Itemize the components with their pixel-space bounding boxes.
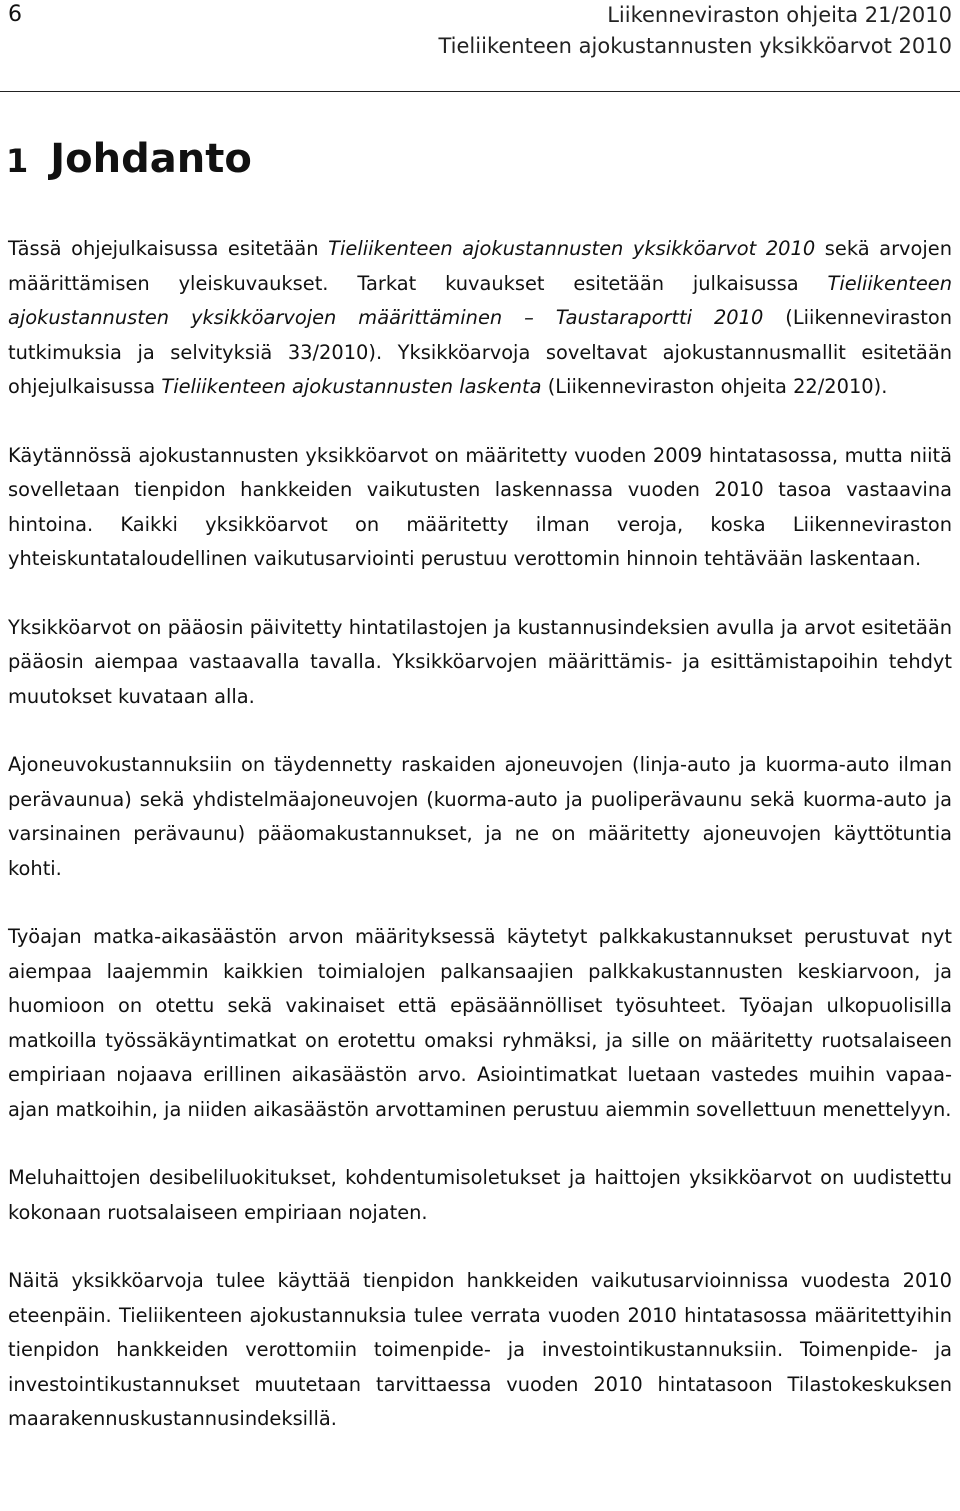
publication-title: Tieliikenteen ajokustannusten laskenta bbox=[161, 375, 542, 398]
publication-series: Liikenneviraston ohjeita 21/2010 bbox=[607, 3, 952, 27]
paragraph-time-savings: Työajan matka-aikasäästön arvon määrityksessä käytetyt palkkakustannukset perustuvat nyt aiempaa laajemmin kaikkien toimialojen palkansaajien palkkakustannusten keskiarvoon, ja huomioon on otettu sekä vakinaiset että epäsäännölliset työsuhteet. Työajan ulkopuolisilla matkoilla työssäkäyntimatkat on erotettu omaksi ryhmäksi, ja sille on määritetty ruotsalaiseen empiriaan nojaava erillinen aikasäästön arvo. Asiointimatkat luetaan vastedes muihin vapaa-ajan matkoihin, ja niiden aikasäästön arvottaminen perustuu aiemmin sovellettuun menettelyyn. bbox=[8, 925, 952, 1121]
text-run: (Liikenneviraston ohjeita 22/2010). bbox=[541, 375, 888, 398]
paragraph-vehicle-costs: Ajoneuvokustannuksiin on täydennetty raskaiden ajoneuvojen (linja-auto ja kuorma-auto ilman perävaunua) sekä yhdistelmäajoneuvojen (kuorma-auto ja puoliperävaunu sekä kuorma-auto ja varsinainen perävaunu) pääomakustannukset, ja ne on määritetty ajoneuvojen käyttötuntia kohti. bbox=[8, 753, 952, 880]
paragraph-intro bbox=[8, 232, 952, 405]
chapter-heading bbox=[6, 130, 252, 190]
paragraph-price-level: Käytännössä ajokustannusten yksikköarvot on määritetty vuoden 2009 hintatasossa, mutta niitä sovelletaan tienpidon hankkeiden vaikutusten laskennassa vuoden 2010 tasoa vastaavina hintoina. Kaikki yksikköarvot on määritetty ilman veroja, koska Liikenneviraston yhteiskuntataloudellinen vaikutusarviointi perustuu verottomin hinnoin tehtävään laskentaan. bbox=[8, 443, 952, 570]
page-number: 6 bbox=[8, 2, 22, 27]
paragraph-noise: Meluhaittojen desibeliluokitukset, kohdentumisoletukset ja haittojen yksikköarvot on uudistettu kokonaan ruotsalaiseen empiriaan nojaten. bbox=[8, 1166, 952, 1224]
body-text bbox=[8, 232, 952, 1471]
text-run: sekä arvojen määrittämisen yleiskuvaukset. Tarkat kuvaukset esitetään julkaisussa bbox=[8, 237, 952, 295]
chapter-title: Johdanto bbox=[50, 136, 252, 182]
publication-title: Tieliikenteen ajokustannusten yksikköarvojen määrittäminen – Taustaraportti 2010 bbox=[8, 271, 952, 329]
text-run: (Liikenneviraston tutkimuksia ja selvityksiä 33/2010). Yksikköarvoja soveltavat ajokustannusmallit esitetään ohjejulkaisussa bbox=[8, 306, 952, 398]
chapter-number: 1 bbox=[6, 142, 29, 180]
running-header bbox=[439, 0, 953, 62]
header-divider bbox=[0, 91, 960, 92]
document-title: Tieliikenteen ajokustannusten yksikköarvot 2010 bbox=[438, 34, 952, 58]
paragraph-application: Näitä yksikköarvoja tulee käyttää tienpidon hankkeiden vaikutusarvioinnissa vuodesta 2010 eteenpäin. Tieliikenteen ajokustannuksia tulee verrata vuoden 2010 hintatasossa määritettyihin tienpidon hankkeiden verottomiin toimenpide- ja investointikustannuksiin. Toimenpide- ja investointikustannukset muutetaan tarvittaessa vuoden 2010 hintatasoon Tilastokeskuksen maarakennuskustannusindeksillä. bbox=[8, 1269, 952, 1430]
paragraph-updates: Yksikköarvot on pääosin päivitetty hintatilastojen ja kustannusindeksien avulla ja arvot esitetään pääosin aiempaa vastaavalla tavalla. Yksikköarvojen määrittämis- ja esittämistapoihin tehdyt muutokset kuvataan alla. bbox=[8, 615, 952, 708]
publication-title: Tieliikenteen ajokustannusten yksikköarvot 2010 bbox=[328, 237, 816, 260]
text-run: Tässä ohjejulkaisussa esitetään bbox=[8, 237, 329, 260]
